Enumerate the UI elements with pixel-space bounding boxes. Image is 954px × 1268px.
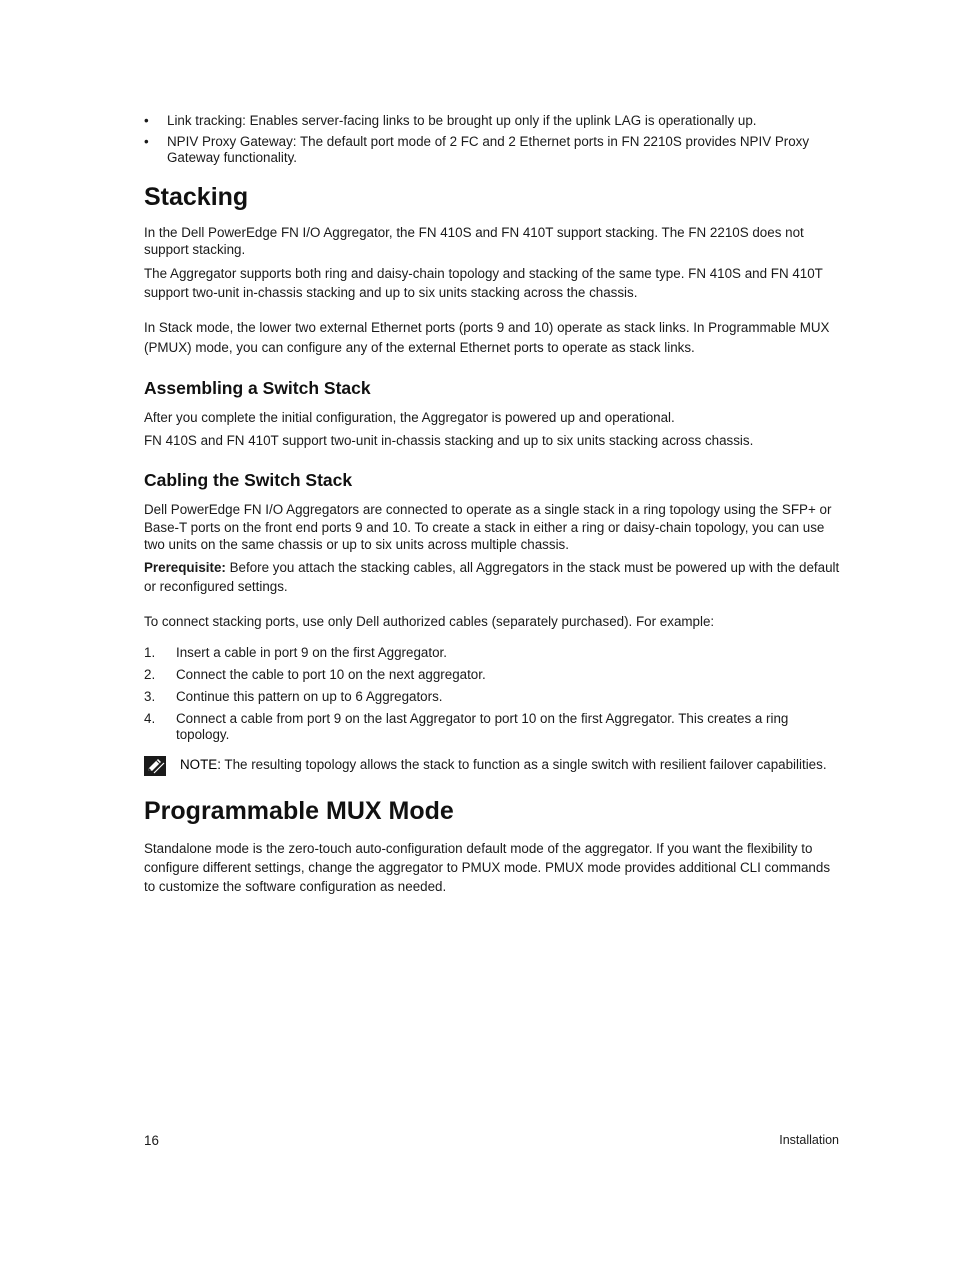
section-heading-pmux: Programmable MUX Mode — [144, 796, 454, 825]
note-label: NOTE: — [180, 756, 221, 772]
subsection-heading-cabling: Cabling the Switch Stack — [144, 470, 353, 490]
feature-bullet-list — [144, 113, 842, 166]
step-number: 4. — [144, 710, 156, 726]
subsection-heading-assembling: Assembling a Switch Stack — [144, 378, 371, 398]
paragraph: After you complete the initial configuration, the Aggregator is powered up and operational. — [144, 410, 675, 425]
list-item — [144, 134, 842, 166]
step-number: 3. — [144, 688, 156, 704]
page-content — [144, 113, 842, 896]
pencil-note-icon — [144, 756, 166, 776]
bullet-text: Link tracking: Enables server-facing links to be brought up only if the uplink LAG is operationally up. — [167, 113, 757, 128]
list-item — [144, 645, 842, 661]
prerequisite-label: Prerequisite: — [144, 559, 226, 575]
step-text: Connect a cable from port 9 on the last Aggregator to port 10 on the first Aggregator. This creates a ring topology. — [176, 710, 789, 742]
step-text: Insert a cable in port 9 on the first Aggregator. — [176, 644, 447, 660]
paragraph: In the Dell PowerEdge FN I/O Aggregator, the FN 410S and FN 410T support stacking. The FN 2210S does not support stacking. — [144, 225, 804, 257]
paragraph: In Stack mode, the lower two external Ethernet ports (ports 9 and 10) operate as stack links. In Programmable MUX (PMUX) mode, you can configure any of the external Ethernet ports to operate as stack links. — [144, 320, 830, 355]
paragraph: The Aggregator supports both ring and daisy-chain topology and stacking of the same type. FN 410S and FN 410T support two-unit in-chassis stacking and up to six units stacking across the chassis. — [144, 266, 823, 300]
note-text: The resulting topology allows the stack to function as a single switch with resilient failover capabilities. — [220, 756, 827, 772]
step-text: Connect the cable to port 10 on the next aggregator. — [176, 666, 486, 682]
bullet-marker: • — [144, 134, 149, 149]
list-item — [144, 113, 842, 129]
step-text: Continue this pattern on up to 6 Aggregators. — [176, 688, 443, 704]
bullet-text: NPIV Proxy Gateway: The default port mode of 2 FC and 2 Ethernet ports in FN 2210S provides NPIV Proxy Gateway functionality. — [167, 134, 810, 165]
step-number: 1. — [144, 644, 156, 660]
paragraph: FN 410S and FN 410T support two-unit in-chassis stacking and up to six units stacking across chassis. — [144, 433, 754, 448]
list-item — [144, 689, 842, 705]
paragraph: Dell PowerEdge FN I/O Aggregators are connected to operate as a single stack in a ring topology using the SFP+ or Base-T ports on the front end ports 9 and 10. To create a stack in either a ring or daisy-chain topology, you can use two units on the same chassis or up to six units across multiple chassis. — [144, 502, 832, 552]
step-number: 2. — [144, 666, 156, 682]
stacking-steps-list — [144, 645, 842, 743]
list-item — [144, 667, 842, 683]
list-item — [144, 711, 842, 743]
note-callout — [144, 755, 842, 774]
prerequisite-paragraph — [144, 558, 842, 596]
paragraph: Standalone mode is the zero-touch auto-configuration default mode of the aggregator. If you want the flexibility to configure different settings, change the aggregator to PMUX mode. PMUX mode provides additional CLI commands to customize the software configuration as needed. — [144, 840, 831, 894]
bullet-marker: • — [144, 113, 149, 128]
section-heading-stacking: Stacking — [144, 183, 249, 211]
footer-section-title: Installation — [779, 1133, 839, 1147]
paragraph: To connect stacking ports, use only Dell authorized cables (separately purchased). For example: — [144, 613, 715, 629]
prerequisite-text: Before you attach the stacking cables, all Aggregators in the stack must be powered up with the default or reconfigured settings. — [144, 559, 840, 594]
page-number: 16 — [144, 1133, 159, 1148]
